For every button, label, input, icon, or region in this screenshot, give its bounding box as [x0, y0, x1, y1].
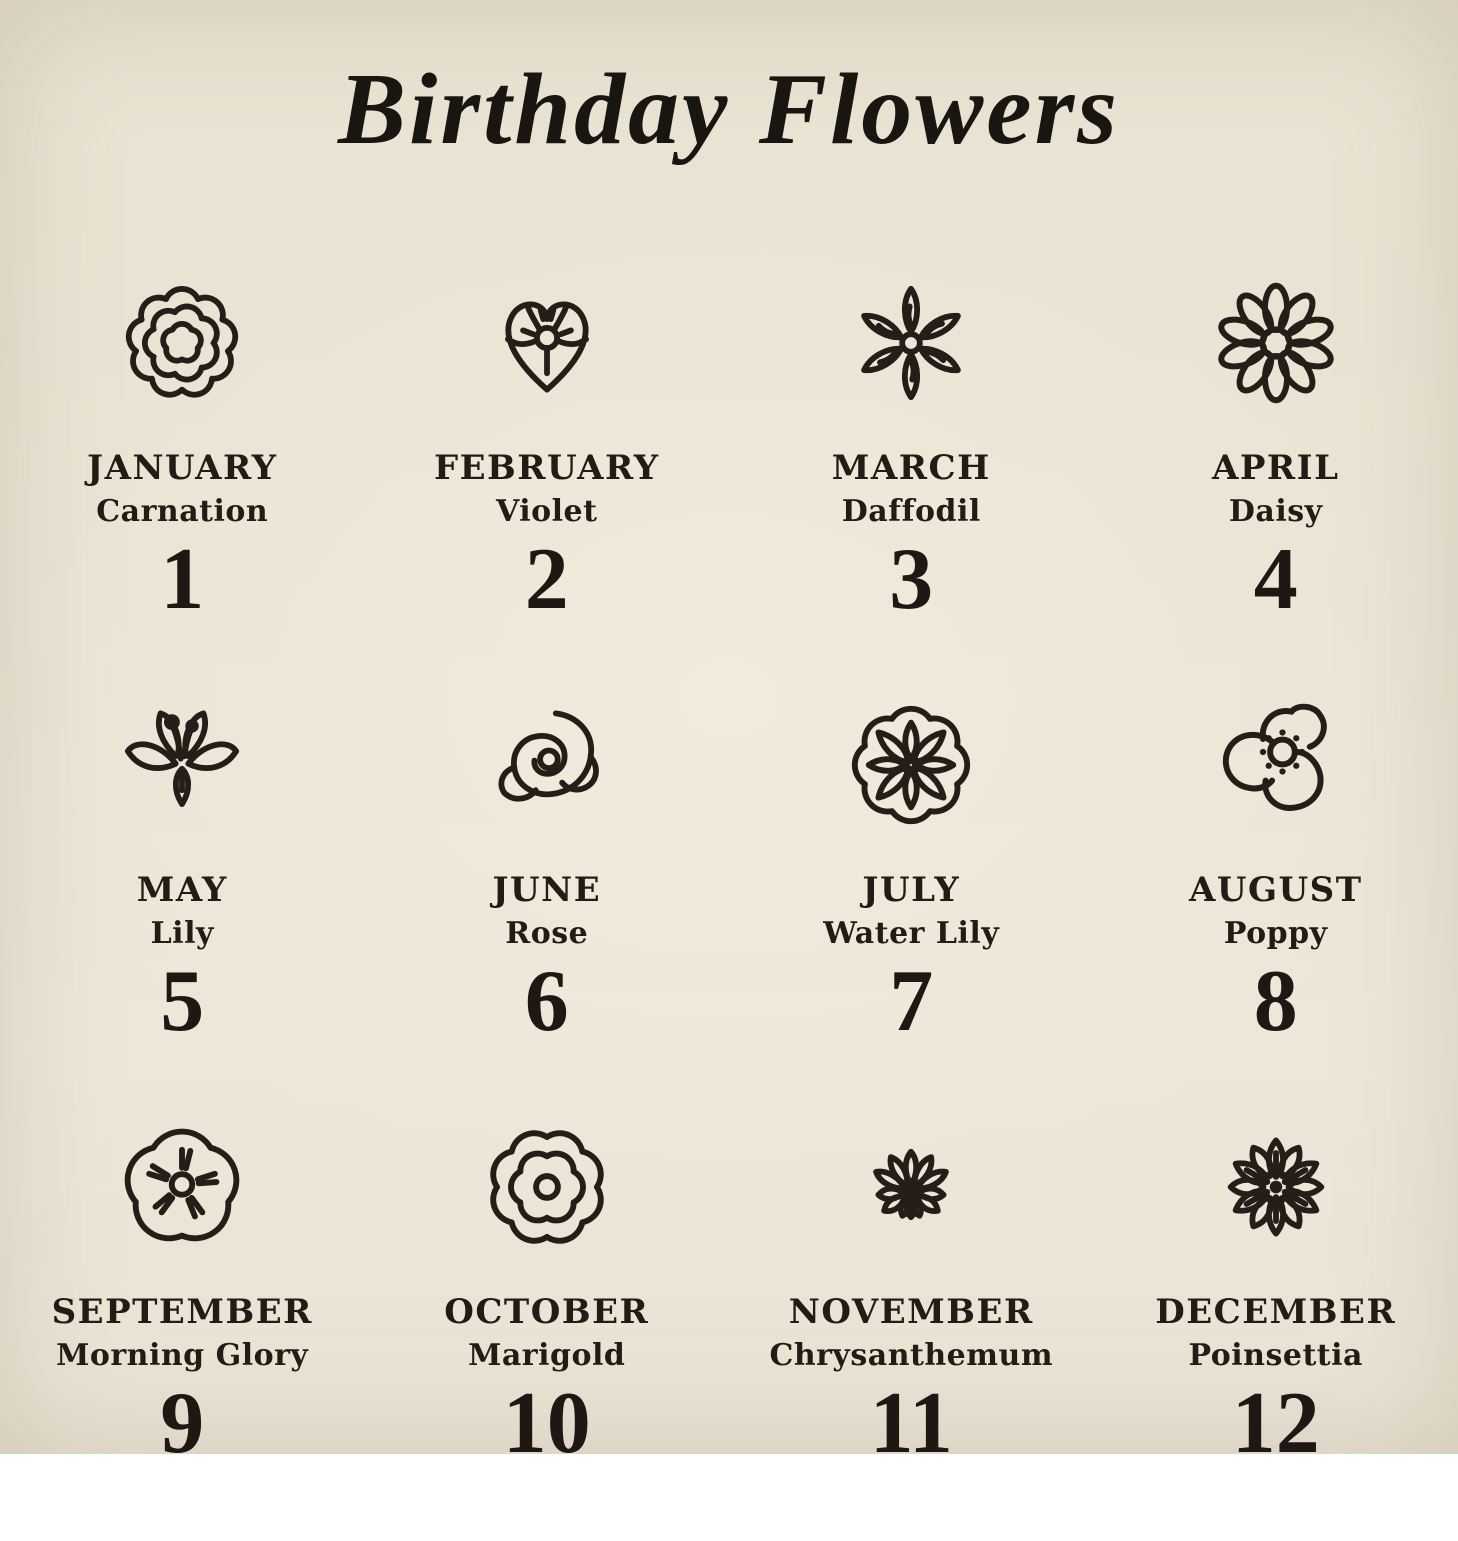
- month-number-april: 4: [1254, 536, 1298, 624]
- flower-name-august: Poppy: [1224, 916, 1328, 952]
- month-name-july: JULY: [862, 870, 960, 911]
- violet-icon: [484, 275, 610, 410]
- flower-name-october: Marigold: [468, 1338, 625, 1374]
- months-grid: [0, 275, 1458, 1541]
- month-number-march: 3: [889, 536, 933, 624]
- month-name-november: NOVEMBER: [789, 1292, 1034, 1333]
- month-name-april: APRIL: [1212, 448, 1340, 489]
- month-number-august: 8: [1254, 958, 1298, 1046]
- flower-name-march: Daffodil: [842, 494, 981, 530]
- water-lily-icon: [847, 697, 975, 832]
- month-name-may: MAY: [137, 870, 228, 911]
- flower-name-september: Morning Glory: [56, 1338, 308, 1374]
- rose-icon: [484, 697, 610, 832]
- month-name-september: SEPTEMBER: [52, 1292, 313, 1333]
- month-cell-february: [365, 275, 730, 697]
- poster-title: Birthday Flowers: [0, 0, 1458, 172]
- month-name-june: JUNE: [492, 870, 601, 911]
- month-cell-may: [0, 697, 365, 1119]
- month-cell-december: [1094, 1119, 1458, 1541]
- flower-name-july: Water Lily: [823, 916, 999, 952]
- month-cell-november: [729, 1119, 1094, 1541]
- month-cell-april: [1094, 275, 1458, 697]
- flower-name-february: Violet: [496, 494, 598, 530]
- month-number-june: 6: [525, 958, 569, 1046]
- month-name-december: DECEMBER: [1155, 1292, 1396, 1333]
- month-cell-october: [365, 1119, 730, 1541]
- month-number-february: 2: [525, 536, 569, 624]
- month-name-january: JANUARY: [87, 448, 278, 489]
- lily-icon: [119, 697, 245, 832]
- flower-name-june: Rose: [505, 916, 588, 952]
- daisy-icon: [1211, 275, 1341, 410]
- month-cell-september: [0, 1119, 365, 1541]
- flower-name-january: Carnation: [96, 494, 268, 530]
- poppy-icon: [1211, 697, 1341, 832]
- month-name-august: AUGUST: [1189, 870, 1363, 911]
- month-number-may: 5: [160, 958, 204, 1046]
- carnation-icon: [119, 275, 245, 410]
- month-name-march: MARCH: [832, 448, 991, 489]
- chrysanthemum-icon: [848, 1119, 974, 1254]
- month-number-july: 7: [889, 958, 933, 1046]
- month-number-january: 1: [160, 536, 204, 624]
- poinsettia-icon: [1213, 1119, 1339, 1254]
- daffodil-icon: [848, 275, 974, 410]
- flower-name-may: Lily: [151, 916, 214, 952]
- morning-glory-icon: [118, 1119, 246, 1254]
- flower-name-november: Chrysanthemum: [769, 1338, 1053, 1374]
- month-cell-july: [729, 697, 1094, 1119]
- month-cell-june: [365, 697, 730, 1119]
- month-cell-january: [0, 275, 365, 697]
- month-cell-august: [1094, 697, 1458, 1119]
- flower-name-december: Poinsettia: [1189, 1338, 1364, 1374]
- month-name-february: FEBRUARY: [434, 448, 660, 489]
- month-cell-march: [729, 275, 1094, 697]
- month-name-october: OCTOBER: [444, 1292, 649, 1333]
- month-number-november: 11: [870, 1380, 953, 1468]
- month-number-december: 12: [1232, 1380, 1320, 1468]
- marigold-icon: [483, 1119, 611, 1254]
- flower-name-april: Daisy: [1229, 494, 1323, 530]
- month-number-october: 10: [503, 1380, 591, 1468]
- month-number-september: 9: [160, 1380, 204, 1468]
